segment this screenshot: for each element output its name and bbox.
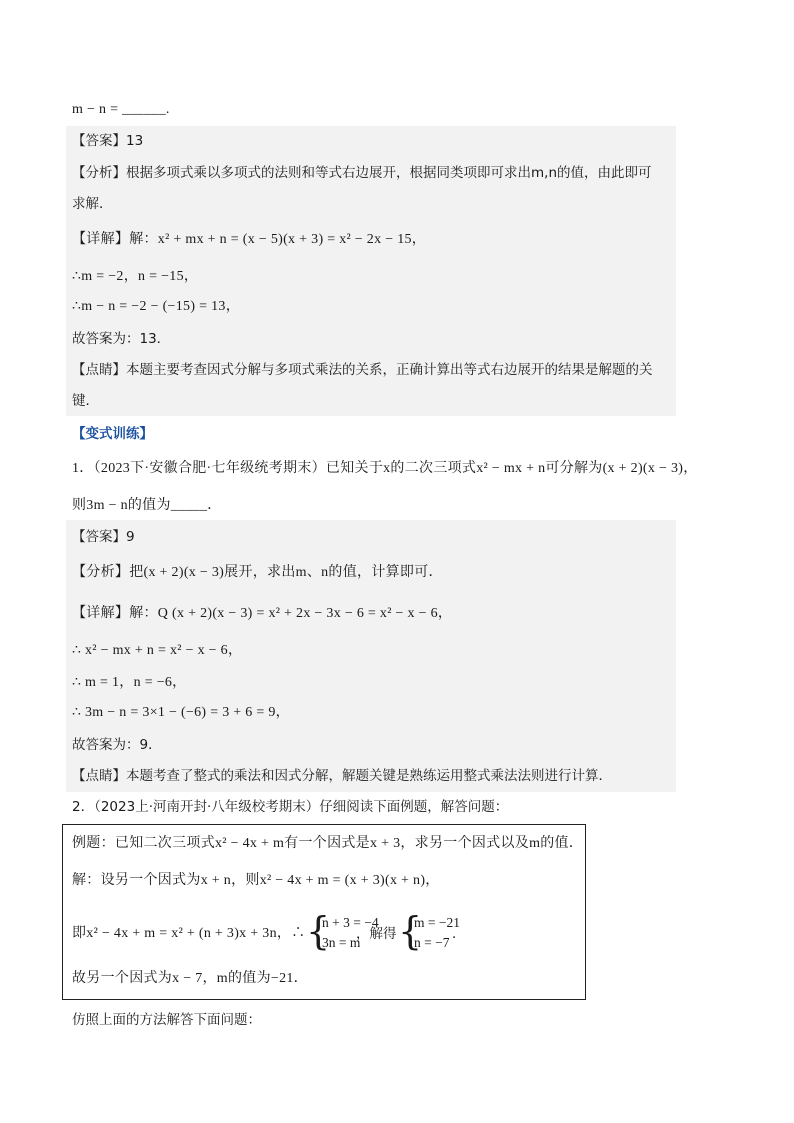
conclusion-line: 故答案为：13． bbox=[72, 331, 171, 347]
example-solution-2: 即x² − 4x + m = x² + (n + 3)x + 3n，∴ bbox=[72, 926, 306, 941]
detail-line-2: ∴m = −2，n = −15， bbox=[72, 269, 199, 284]
problem-2-line: 2．（2023上·河南开封·八年级校考期末）仔细阅读下面例题，解答问题： bbox=[72, 799, 509, 815]
question-fill-line: m − n = ______. bbox=[72, 102, 170, 117]
comment-text: 【点睛】本题主要考查因式分解与多项式乘法的关系，正确计算出等式右边展开的结果是解题的关 bbox=[72, 362, 653, 378]
answer-label: 【答案】13 bbox=[72, 133, 144, 149]
section-heading: 【变式训练】 bbox=[72, 426, 153, 442]
detail-line-4: 【详解】解：Q (x + 2)(x − 3) = x² + 2x − 3x − 6 = x² − x − 6， bbox=[72, 606, 453, 621]
system-brace-1: { bbox=[306, 909, 331, 953]
problem-1-line-2: 则3m − n的值为_____． bbox=[72, 498, 222, 513]
detail-line-3: ∴m − n = −2 − (−15) = 13， bbox=[72, 299, 240, 314]
conclusion-line-2: 故答案为：9． bbox=[72, 737, 162, 753]
system-1-top: n + 3 = −4 bbox=[322, 915, 379, 930]
example-conclusion: 故另一个因式为x − 7，m的值为−21． bbox=[72, 971, 308, 986]
system-2-bottom: n = −7 bbox=[414, 935, 450, 950]
system-1-bottom: 3n = m bbox=[322, 935, 361, 950]
problem-1-line-1: 1．（2023下·安徽合肥·七年级统考期末）已知关于x的二次三项式x² − mx + n可分解为(x + 2)(x − 3)， bbox=[72, 461, 698, 476]
example-question: 例题：已知二次三项式x² − 4x + m有一个因式是x + 3，求另一个因式以及m的值． bbox=[72, 836, 584, 851]
system-end-period: ． bbox=[452, 926, 466, 942]
analysis-text-2: 【分析】把(x + 2)(x − 3)展开，求出m、n的值，计算即可． bbox=[72, 565, 443, 580]
instruction-line: 仿照上面的方法解答下面问题： bbox=[72, 1012, 261, 1028]
solve-word: ，解得 bbox=[356, 926, 397, 942]
detail-line-7: ∴ 3m − n = 3×1 − (−6) = 3 + 6 = 9， bbox=[72, 705, 290, 720]
analysis-text: 【分析】根据多项式乘以多项式的法则和等式右边展开，根据同类项即可求出m,n的值，由此即可 bbox=[72, 165, 652, 181]
detail-line-1: 【详解】解：x² + mx + n = (x − 5)(x + 3) = x² − 2x − 15， bbox=[72, 232, 427, 247]
example-solution-1: 解：设另一个因式为x + n，则x² − 4x + m = (x + 3)(x + n)， bbox=[72, 873, 440, 888]
comment-text-cont: 键． bbox=[72, 393, 99, 409]
comment-text-2: 【点睛】本题考查了整式的乘法和因式分解，解题关键是熟练运用整式乘法法则进行计算． bbox=[72, 768, 612, 784]
system-brace-2: { bbox=[398, 909, 423, 953]
detail-line-5: ∴ x² − mx + n = x² − x − 6， bbox=[72, 643, 243, 658]
answer-label-2: 【答案】9 bbox=[72, 529, 135, 545]
system-2-top: m = −21 bbox=[414, 915, 460, 930]
detail-line-6: ∴ m = 1，n = −6， bbox=[72, 675, 187, 690]
analysis-text-cont: 求解． bbox=[72, 196, 113, 212]
